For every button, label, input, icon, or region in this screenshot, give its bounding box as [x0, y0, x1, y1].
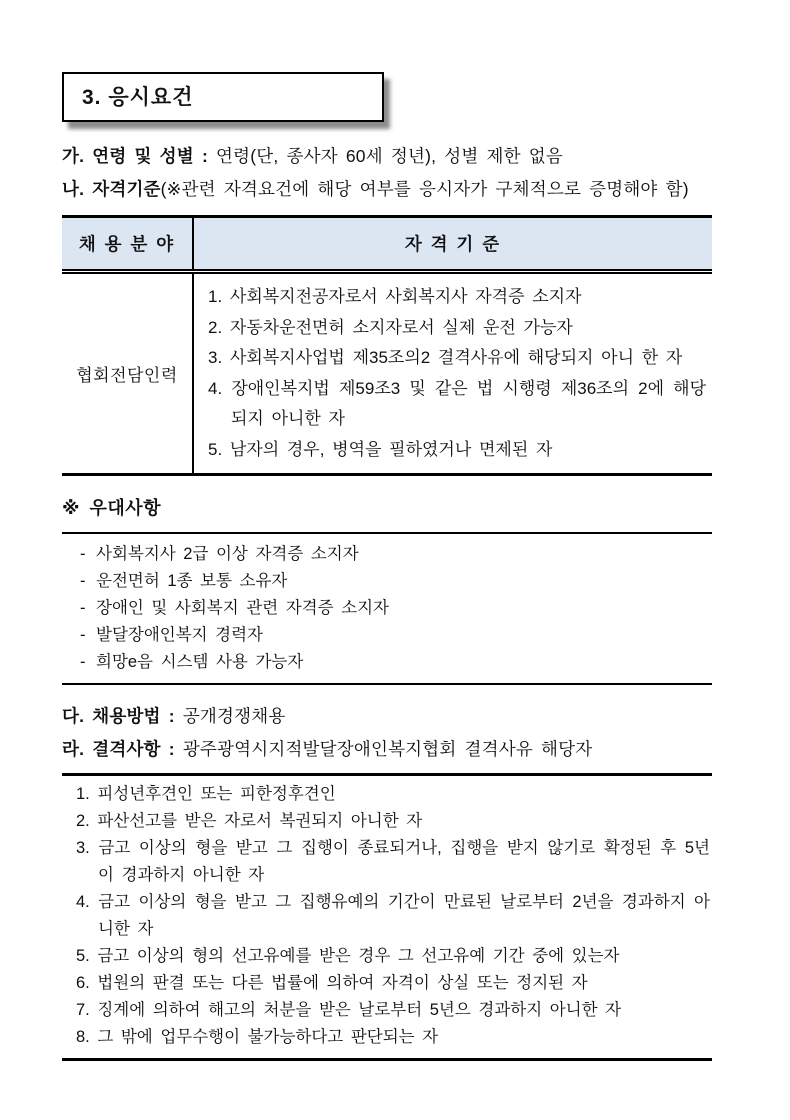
divider [62, 1058, 712, 1061]
dash-bullet: - [80, 653, 86, 671]
qualification-standard-text: (※관련 자격요건에 해당 여부를 응시자가 구체적으로 증명해야 함) [160, 179, 689, 199]
preference-item [80, 568, 712, 595]
preference-item [80, 649, 712, 676]
recruit-method-label: 다. 채용방법 : [62, 706, 175, 726]
criteria-item: 5. 남자의 경우, 병역을 필하였거나 면제된 자 [208, 439, 553, 459]
dash-bullet: - [80, 572, 86, 590]
criteria-item: 1. 사회복지전공자로서 사회복지사 자격증 소지자 [208, 287, 582, 306]
disqualification-item: 4. 금고 이상의 형을 받고 그 집행유예의 기간이 만료된 날로부터 2년을 경과하지 아니한 자 [76, 893, 710, 938]
disqualification-line [62, 733, 734, 766]
preference-item-text: 사회복지사 2급 이상 자격증 소지자 [96, 545, 359, 563]
header-recruit-field: 채 용 분 야 [62, 218, 194, 269]
header-qualification-criteria: 자 격 기 준 [404, 234, 502, 254]
disqualification-item: 1. 피성년후견인 또는 피한정후견인 [76, 785, 336, 803]
divider [62, 683, 712, 685]
preference-heading: ※ 우대사항 [62, 498, 162, 518]
qualification-table [62, 215, 712, 476]
dash-bullet: - [80, 626, 86, 644]
dash-bullet: - [80, 545, 86, 563]
preference-item [80, 622, 712, 649]
dash-bullet: - [80, 599, 86, 617]
recruit-method-text: 공개경쟁채용 [182, 706, 286, 726]
preference-item [80, 595, 712, 622]
preference-list [62, 534, 712, 683]
criteria-item: 2. 자동차운전면허 소지자로서 실제 운전 가능자 [208, 317, 573, 337]
cell-recruit-field: 협회전담인력 [62, 274, 194, 473]
preference-item-text: 발달장애인복지 경력자 [96, 626, 263, 644]
section-title-box [62, 72, 384, 122]
qualification-table-body-row [62, 274, 712, 473]
cell-qualification-criteria [194, 274, 712, 473]
criteria-item: 3. 사회복지사업법 제35조의2 결격사유에 해당되지 아니 한 자 [208, 348, 683, 367]
qualification-table-header-row [62, 218, 712, 274]
disqualification-item: 6. 법원의 판결 또는 다른 법률에 의하여 자격이 상실 또는 정지된 자 [76, 974, 588, 992]
disqualification-item: 3. 금고 이상의 형을 받고 그 집행이 종료되거나, 집행을 받지 않기로 확정된 후 5년이 경과하지 아니한 자 [76, 839, 710, 884]
qualification-standard-line [62, 173, 734, 206]
disqualification-item: 7. 징계에 의하여 해고의 처분을 받은 날로부터 5년으 경과하지 아니한 자 [76, 1001, 622, 1019]
preference-item [80, 541, 712, 568]
section-title: 3. 응시요건 [82, 86, 194, 109]
age-gender-label: 가. 연령 및 성별 : [62, 146, 208, 166]
recruit-method-line [62, 700, 734, 733]
age-gender-text: 연령(단, 종사자 60세 정년), 성별 제한 없음 [216, 146, 564, 166]
disqualification-list [62, 776, 710, 1058]
qualification-standard-label: 나. 자격기준 [62, 179, 161, 199]
disqualification-item: 8. 그 밖에 업무수행이 불가능하다고 판단되는 자 [76, 1028, 439, 1046]
preference-item-text: 장애인 및 사회복지 관련 자격증 소지자 [96, 599, 389, 617]
disqualification-label: 라. 결격사항 : [62, 739, 175, 759]
age-gender-line [62, 140, 734, 173]
preference-item-text: 운전면허 1종 보통 소유자 [96, 572, 288, 590]
disqualification-item: 2. 파산선고를 받은 자로서 복권되지 아니한 자 [76, 812, 423, 830]
disqualification-item: 5. 금고 이상의 형의 선고유예를 받은 경우 그 선고유예 기간 중에 있는자 [76, 947, 620, 965]
disqualification-text: 광주광역시지적발달장애인복지협회 결격사유 해당자 [182, 739, 593, 759]
criteria-list [208, 282, 706, 465]
criteria-item: 4. 장애인복지법 제59조3 및 같은 법 시행령 제36조의 2에 해당되지 아니한 자 [208, 378, 706, 428]
preference-item-text: 희망e음 시스템 사용 가능자 [96, 653, 304, 671]
